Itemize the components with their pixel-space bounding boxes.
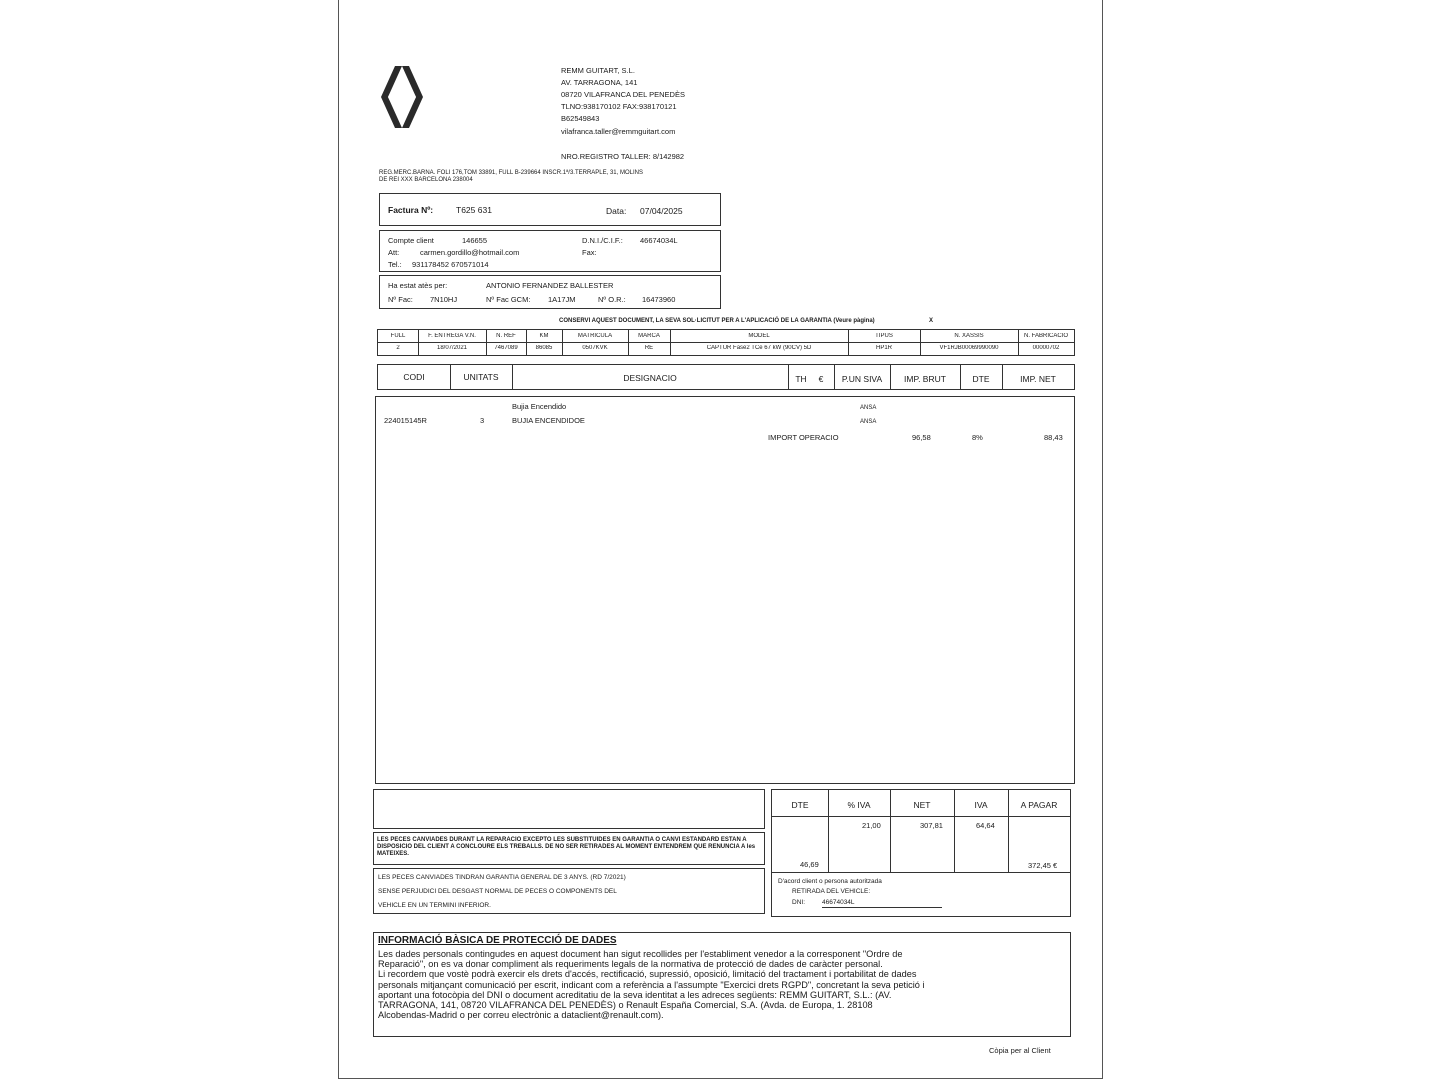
privacy-line-2: Reparació", on es va donar compliment als requeriments legals de la normativa de protecció de dades de caràcter personal. xyxy=(378,959,883,970)
invoice-date: 07/04/2025 xyxy=(640,206,683,216)
client-tel-label: Tel.: xyxy=(388,260,402,269)
item-designacio-1: Bujia Encendido xyxy=(512,402,567,411)
privacy-line-7: Alcobendas-Madrid o per correu electrònic a dataclient@renault.com). xyxy=(378,1010,664,1021)
client-fax-label: Fax: xyxy=(582,248,597,257)
vehicle-header-delivery: F. ENTREGA V.N. xyxy=(428,333,476,339)
item-codi-2: 224015145R xyxy=(384,416,427,425)
vehicle-table xyxy=(377,329,1075,356)
registry-number: NRO.REGISTRO TALLER: 8/142982 xyxy=(561,152,685,161)
signature-box xyxy=(771,872,1071,917)
vehicle-header-chassis: N. XASSIS xyxy=(954,333,984,339)
totals-header-iva-pct: % IVA xyxy=(847,800,871,810)
client-box xyxy=(379,230,721,272)
privacy-line-3: Li recordem que vostè podrà exercir els drets d'accés, rectificació, supressió, oposició, limitació del tractament i portabilitat de dades xyxy=(378,969,917,980)
warranty-note: CONSERVI AQUEST DOCUMENT, LA SEVA SOL·LICITUT PER A L'APLICACIÓ DE LA GARANTIA (Veure pàgina) xyxy=(559,318,875,324)
guarantee-box xyxy=(373,868,765,914)
item-designacio-3: IMPORT OPERACIO xyxy=(768,433,839,442)
vehicle-header-brand: MARCA xyxy=(638,333,660,339)
vehicle-value-chassis: VF1RJB00069990090 xyxy=(939,345,999,351)
parts-notice-text: LES PECES CANVIADES DURANT LA REPARACIO EXCEPTO LES SUBSTITUIDES EN GARANTIA O CANVI ESTANDARD ESTAN A DISPOSICIO DEL CLIENT A CONCLOURE ELS TREBALLS. DE NO SER RETIRADES AL MOMENT ENTENDREM QUE RENUNCIA A les MATEIXES. xyxy=(377,837,756,858)
warranty-marker: X xyxy=(929,318,934,324)
header-currency: € xyxy=(818,374,824,384)
privacy-line-4: personals mitjançant comunicació per escrit, indicant com a referència a l'assumpte "Exercici drets RGPD", concretant la seva petició i xyxy=(378,979,925,990)
vehicle-header-plate: MATRICULA xyxy=(577,333,613,339)
header-imp-net: IMP. NET xyxy=(1020,374,1056,384)
renault-logo-icon xyxy=(377,64,427,130)
totals-header-a-pagar: A PAGAR xyxy=(1020,800,1058,810)
attended-name: ANTONIO FERNANDEZ BALLESTER xyxy=(486,281,614,290)
company-code: B62549843 xyxy=(561,114,600,123)
parts-notice-box xyxy=(373,832,765,865)
totals-a-pagar: 372,45 € xyxy=(1028,861,1058,870)
client-email: carmen.gordillo@hotmail.com xyxy=(420,248,520,257)
vehicle-value-delivery: 18/07/2021 xyxy=(436,345,468,351)
company-address: AV. TARRAGONA, 141 xyxy=(561,78,638,87)
vehicle-header-model: MODEL xyxy=(748,333,770,339)
fac-label: Nº Fac: xyxy=(388,295,413,304)
invoice-number-box xyxy=(379,193,721,226)
vehicle-header-full: FULL xyxy=(390,333,406,339)
invoice-date-label: Data: xyxy=(606,206,627,216)
privacy-line-6: TARRAGONA, 141, 08720 VILAFRANCA DEL PENEDÈS) o Renault España Comercial, S.A. (Avda. de Europa, 1. 28108 xyxy=(378,1000,873,1011)
privacy-text xyxy=(378,949,1066,1020)
client-account: 146655 xyxy=(462,236,488,245)
attended-label: Ha estat atès per: xyxy=(388,281,448,290)
attended-box xyxy=(379,275,721,309)
vehicle-value-full: 2 xyxy=(396,345,400,351)
company-city: 08720 VILAFRANCA DEL PENEDÈS xyxy=(561,90,685,99)
privacy-box xyxy=(373,932,1071,1037)
header-imp-brut: IMP. BRUT xyxy=(904,374,946,384)
items-header xyxy=(377,364,1075,390)
invoice-number-label: Factura Nº: xyxy=(388,205,434,215)
vehicle-value-plate: 0507KVK xyxy=(582,345,608,351)
totals-header-net: NET xyxy=(913,800,931,810)
guarantee-line-1: LES PECES CANVIADES TINDRAN GARANTIA GENERAL DE 3 ANYS. (RD 7/2021) xyxy=(378,874,626,881)
totals-header-iva: IVA xyxy=(974,800,988,810)
privacy-line-5: aportant una fotocòpia del DNI o document acreditatiu de la seva identitat a les adreces següents: REMM GUITART, S.L.: (AV. xyxy=(378,989,892,1000)
fac-value: 7N10HJ xyxy=(430,295,458,304)
item-flag-1: ANSA xyxy=(860,405,877,411)
footer-copy-label: Còpia per al Client xyxy=(989,1046,1051,1055)
vehicle-header-type: TIPUS xyxy=(875,333,893,339)
item-imp-brut-3: 96,58 xyxy=(912,433,931,442)
client-nif: 46674034L xyxy=(640,236,678,245)
vehicle-header-manufacture: N. FABRICACIO xyxy=(1023,333,1068,339)
vehicle-value-type: HP1R xyxy=(875,345,892,351)
or-label: Nº O.R.: xyxy=(598,295,626,304)
item-dte-3: 8% xyxy=(972,433,983,442)
signature-label-1: D'acord client o persona autoritzada xyxy=(778,878,882,885)
header-unitats: UNITATS xyxy=(463,372,499,382)
items-body xyxy=(375,396,1075,784)
fac-gcm-label: Nº Fac GCM: xyxy=(486,295,531,304)
vehicle-value-manufacture: 00000702 xyxy=(1032,345,1060,351)
totals-iva-pct: 21,00 xyxy=(862,821,881,830)
vehicle-header-km: KM xyxy=(539,333,549,339)
vehicle-value-km: 86085 xyxy=(535,345,553,351)
header-dte: DTE xyxy=(972,374,990,384)
or-value: 16473960 xyxy=(642,295,676,304)
registry-line-2: DE REI XXX BARCELONA 238004 xyxy=(379,177,473,183)
totals-net: 307,81 xyxy=(920,821,943,830)
invoice-number: T625 631 xyxy=(456,205,492,215)
header-codi: CODI xyxy=(403,372,425,382)
privacy-line-1: Les dades personals contingudes en aquest document han sigut recollides per l'establiment venedor a la corresponent "Ordre de xyxy=(378,949,903,959)
item-designacio-2: BUJIA ENCENDIDOE xyxy=(512,416,585,425)
registry-line-1: REG.MERC.BARNA. FOLI 176,TOM 33891, FULL B-239664 INSCR.1ª/3.TERRAPLE, 31, MOLINS xyxy=(379,170,643,176)
header-th: TH xyxy=(795,374,807,384)
item-imp-net-3: 88,43 xyxy=(1044,433,1063,442)
header-designacio: DESIGNACIO xyxy=(623,373,677,383)
item-flag-2: ANSA xyxy=(860,419,877,425)
guarantee-line-3: VEHICLE EN UN TERMINI INFERIOR. xyxy=(378,902,491,909)
company-phone-fax: TLNO:938170102 FAX:938170121 xyxy=(561,102,677,111)
signature-label-2: RETIRADA DEL VEHICLE: xyxy=(792,888,871,895)
invoice-page xyxy=(338,0,1103,1079)
vehicle-value-ref: 7467089 xyxy=(494,345,518,351)
totals-header-dte: DTE xyxy=(791,800,809,810)
totals-box xyxy=(771,789,1071,873)
signature-dni: 46674034L xyxy=(822,899,855,906)
fac-gcm-value: 1A17JM xyxy=(548,295,576,304)
client-tel: 931178452 670571014 xyxy=(412,260,489,269)
signature-dni-label: DNI: xyxy=(792,899,805,906)
vehicle-header-ref: N. REF xyxy=(496,333,516,339)
company-email: vilafranca.taller@remmguitart.com xyxy=(561,127,676,136)
guarantee-line-2: SENSE PERJUDICI DEL DESGAST NORMAL DE PECES O COMPONENTS DEL xyxy=(378,888,617,895)
privacy-title: INFORMACIÓ BÀSICA DE PROTECCIÓ DE DADES xyxy=(378,935,617,946)
client-account-label: Compte client xyxy=(388,236,434,245)
header-p-un: P.UN SIVA xyxy=(841,374,883,384)
client-nif-label: D.N.I./C.I.F.: xyxy=(582,236,623,245)
totals-iva: 64,64 xyxy=(976,821,995,830)
item-unitats-2: 3 xyxy=(480,416,485,425)
vehicle-value-brand: RE xyxy=(644,345,654,351)
company-name: REMM GUITART, S.L. xyxy=(561,66,635,75)
totals-dte: 46,69 xyxy=(800,860,819,869)
client-attn-label: Att: xyxy=(388,248,400,257)
observations-box xyxy=(373,789,765,829)
vehicle-value-model: CAPTUR Fase2 TCe 67 kW (90CV) 5D xyxy=(706,345,812,351)
